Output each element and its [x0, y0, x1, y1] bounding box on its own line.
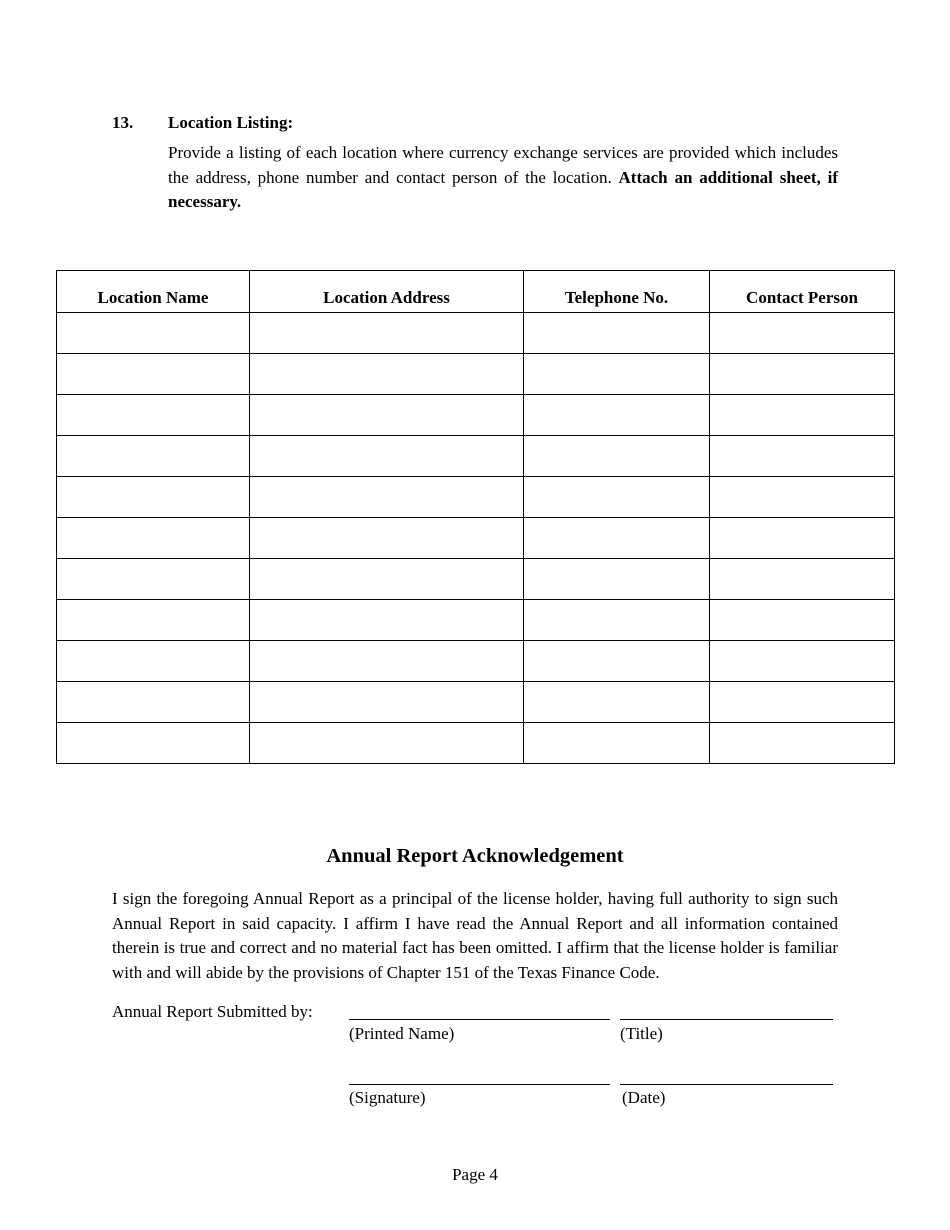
table-row: [57, 477, 895, 518]
signature-caption: (Signature): [349, 1088, 426, 1107]
table-cell[interactable]: [57, 354, 250, 395]
table-cell[interactable]: [710, 600, 895, 641]
table-row: [57, 682, 895, 723]
table-cell[interactable]: [250, 477, 524, 518]
table-cell[interactable]: [250, 723, 524, 764]
table-cell[interactable]: [524, 682, 710, 723]
page-number: Page 4: [452, 1165, 498, 1184]
section-number: 13.: [112, 113, 134, 132]
acknowledgement-text: I sign the foregoing Annual Report as a principal of the license holder, having full authority to sign such Annual Report in said capacity. I affirm I have read the Annual Report and all information contained therein is true and correct and no material fact has been omitted. I affirm that the license holder is familiar with and will abide by the provisions of Chapter 151 of the Texas Finance Code.: [112, 889, 838, 982]
signature-field[interactable]: [349, 1084, 610, 1085]
table-cell[interactable]: [710, 354, 895, 395]
table-cell[interactable]: [57, 313, 250, 354]
table-cell[interactable]: [524, 395, 710, 436]
date-caption: (Date): [622, 1088, 666, 1107]
table-cell[interactable]: [250, 682, 524, 723]
table-cell[interactable]: [57, 559, 250, 600]
header-location-address: Location Address: [250, 271, 524, 313]
printed-name-field[interactable]: [349, 1019, 610, 1020]
table-body: [57, 313, 895, 764]
acknowledgement-title: Annual Report Acknowledgement: [326, 845, 624, 867]
table-cell[interactable]: [524, 436, 710, 477]
table-cell[interactable]: [710, 313, 895, 354]
table-cell[interactable]: [57, 682, 250, 723]
table-cell[interactable]: [524, 641, 710, 682]
table-cell[interactable]: [57, 395, 250, 436]
table-row: [57, 518, 895, 559]
table-cell[interactable]: [524, 559, 710, 600]
table-row: [57, 436, 895, 477]
table-cell[interactable]: [57, 600, 250, 641]
section-title: Location Listing:: [168, 113, 294, 132]
date-field[interactable]: [620, 1084, 833, 1085]
table-cell[interactable]: [710, 395, 895, 436]
table-cell[interactable]: [524, 600, 710, 641]
table-cell[interactable]: [250, 600, 524, 641]
table-cell[interactable]: [710, 518, 895, 559]
header-contact-person: Contact Person: [710, 271, 895, 313]
location-table: [56, 270, 895, 764]
table-row: [57, 641, 895, 682]
table-cell[interactable]: [250, 641, 524, 682]
table-header-row: [57, 271, 895, 313]
table-row: [57, 559, 895, 600]
table-row: [57, 354, 895, 395]
table-row: [57, 723, 895, 764]
table-cell[interactable]: [524, 477, 710, 518]
table-cell[interactable]: [250, 354, 524, 395]
table-cell[interactable]: [524, 354, 710, 395]
printed-name-caption: (Printed Name): [349, 1024, 455, 1043]
instructions-bold-text: Attach an additional sheet, if necessary.: [168, 167, 838, 211]
table-cell[interactable]: [57, 723, 250, 764]
submitted-by-label: Annual Report Submitted by:: [112, 1002, 313, 1021]
table-cell[interactable]: [710, 723, 895, 764]
table-cell[interactable]: [710, 641, 895, 682]
table-cell[interactable]: [250, 518, 524, 559]
table-cell[interactable]: [524, 313, 710, 354]
table-cell[interactable]: [250, 559, 524, 600]
table-cell[interactable]: [250, 395, 524, 436]
title-caption: (Title): [620, 1024, 663, 1043]
table-row: [57, 600, 895, 641]
header-telephone: Telephone No.: [524, 271, 710, 313]
table-cell[interactable]: [57, 436, 250, 477]
table-cell[interactable]: [710, 559, 895, 600]
table-cell[interactable]: [57, 518, 250, 559]
table-cell[interactable]: [524, 723, 710, 764]
table-cell[interactable]: [250, 436, 524, 477]
table-cell[interactable]: [57, 477, 250, 518]
header-location-name: Location Name: [57, 271, 250, 313]
table-row: [57, 313, 895, 354]
title-field[interactable]: [620, 1019, 833, 1020]
table-cell[interactable]: [250, 313, 524, 354]
section-instructions: [168, 141, 838, 215]
table-cell[interactable]: [524, 518, 710, 559]
table-row: [57, 395, 895, 436]
table-cell[interactable]: [57, 641, 250, 682]
table-cell[interactable]: [710, 682, 895, 723]
table-cell[interactable]: [710, 436, 895, 477]
instructions-text: Provide a listing of each location where currency exchange services are provided which includes the address, phone number and contact person of the location.: [168, 143, 838, 187]
table-cell[interactable]: [710, 477, 895, 518]
